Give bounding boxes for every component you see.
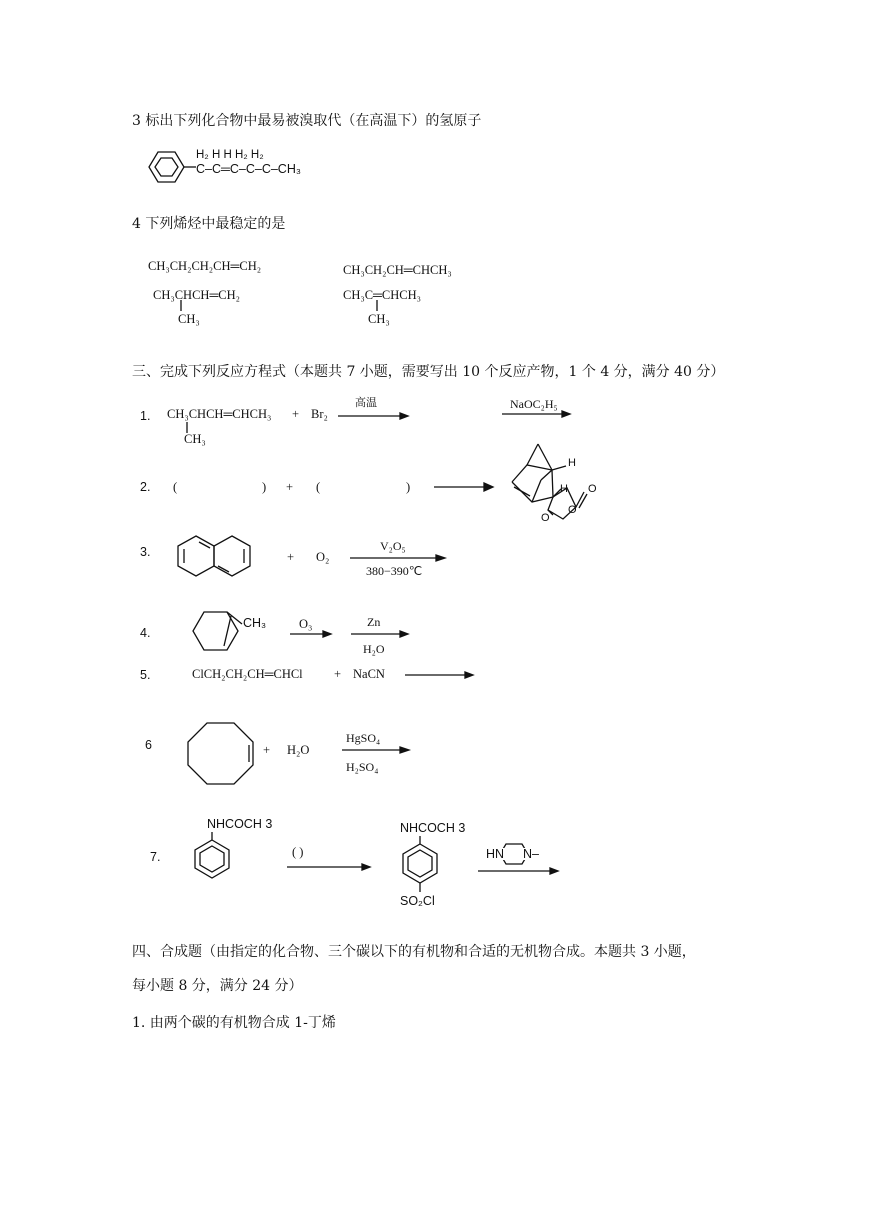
q4-option-b2: CH₃C═CHCH₃ bbox=[343, 288, 422, 302]
section4-heading-line1: 四、合成题（由指定的化合物、三个碳以下的有机物和合适的无机物合成。本题共 3 小题， bbox=[132, 944, 696, 960]
r2-plus: + bbox=[286, 480, 294, 494]
r2-oxygen-3: O bbox=[541, 512, 550, 524]
r1-condition-base: NaOC₂H₅ bbox=[510, 397, 558, 411]
r4-number: 4. bbox=[140, 626, 151, 640]
r2-blank2-open: ( bbox=[316, 480, 321, 494]
r5-plus: + bbox=[334, 667, 342, 681]
q4-title: 4 下列烯烃中最稳定的是 bbox=[132, 216, 286, 232]
r4-ozone: O₃ bbox=[299, 617, 313, 631]
r2-hydrogen-1: H bbox=[568, 457, 576, 469]
section4-question1: 1. 由两个碳的有机物合成 1-丁烯 bbox=[132, 1015, 336, 1031]
r2-hydrogen-2: H bbox=[560, 483, 568, 495]
r7-acetanilide bbox=[195, 832, 229, 878]
q3-benzene-ring bbox=[149, 152, 196, 182]
r1-branch-methyl: CH₃ bbox=[184, 432, 206, 446]
q4-option-a1: CH₃CH₂CH₂CH═CH₂ bbox=[148, 259, 262, 273]
q3-chain: C–C═C–C–C–CH₃ bbox=[196, 162, 301, 176]
r7-piperazine-nh: HN bbox=[486, 847, 505, 861]
r2-oxygen-2: O bbox=[568, 504, 577, 516]
r5-number: 5. bbox=[140, 668, 151, 682]
r2-number: 2. bbox=[140, 480, 151, 494]
r7-number: 7. bbox=[150, 850, 161, 864]
q4-option-a2-branch: CH₃ bbox=[178, 312, 200, 326]
r1-plus: + bbox=[292, 407, 300, 421]
r1-reagent: Br₂ bbox=[311, 407, 328, 421]
r3-plus: + bbox=[287, 550, 295, 564]
section3-heading: 三、完成下列反应方程式（本题共 7 小题，需要写出 10 个反应产物，1 个 4 分，满分 40 分） bbox=[132, 364, 725, 380]
r7-piperazine-n-methyl: N– bbox=[523, 847, 539, 861]
r6-cyclooctyne bbox=[188, 723, 253, 784]
r2-blank1-open: ( bbox=[173, 480, 178, 494]
r1-reactant: CH₃CHCH═CHCH₃ bbox=[167, 407, 272, 421]
r3-naphthalene bbox=[178, 536, 250, 576]
r6-number: 6 bbox=[145, 738, 152, 752]
r4-methylcyclohexene bbox=[193, 612, 242, 650]
q4-option-b2-branch: CH₃ bbox=[368, 312, 390, 326]
r6-plus: + bbox=[263, 743, 271, 757]
q3-hydrogen-labels: H₂ H H H₂ H₂ bbox=[196, 149, 264, 161]
r2-blank2-close: ) bbox=[406, 480, 411, 494]
r6-catalyst-bottom: H₂SO₄ bbox=[346, 760, 379, 774]
r4-zinc: Zn bbox=[367, 615, 381, 629]
r5-reactant: ClCH₂CH₂CH═CHCl bbox=[192, 667, 303, 681]
q4-option-b1: CH₃CH₂CH═CHCH₃ bbox=[343, 263, 452, 277]
q4-option-a2: CH₃CHCH═CH₂ bbox=[153, 288, 241, 302]
r1-condition-heat: 高温 bbox=[355, 397, 377, 409]
r3-reagent: O₂ bbox=[316, 550, 330, 564]
r3-catalyst: V₂O₅ bbox=[380, 539, 406, 553]
r7-sulfonyl-chloride: SO₂Cl bbox=[400, 894, 435, 908]
q3-title: 3 标出下列化合物中最易被溴取代（在高温下）的氢原子 bbox=[132, 113, 482, 129]
r2-blank1-close: ) bbox=[262, 480, 267, 494]
r6-reagent: H₂O bbox=[287, 743, 310, 757]
r7-blank-reagent: ( ) bbox=[292, 845, 304, 859]
r7-substituent: NHCOCH 3 bbox=[207, 817, 273, 831]
r7-product-ring bbox=[403, 836, 437, 892]
r4-water: H₂O bbox=[363, 642, 385, 656]
section4-heading-line2: 每小题 8 分，满分 24 分） bbox=[132, 978, 303, 994]
r2-oxygen-1: O bbox=[588, 483, 597, 495]
r6-catalyst-top: HgSO₄ bbox=[346, 731, 381, 745]
r5-reagent: NaCN bbox=[353, 667, 385, 681]
r1-number: 1. bbox=[140, 409, 151, 423]
r4-methyl: CH₃ bbox=[243, 616, 267, 630]
r3-temperature: 380−390℃ bbox=[366, 564, 423, 578]
r3-number: 3. bbox=[140, 545, 151, 559]
r7-product-substituent: NHCOCH 3 bbox=[400, 821, 466, 835]
